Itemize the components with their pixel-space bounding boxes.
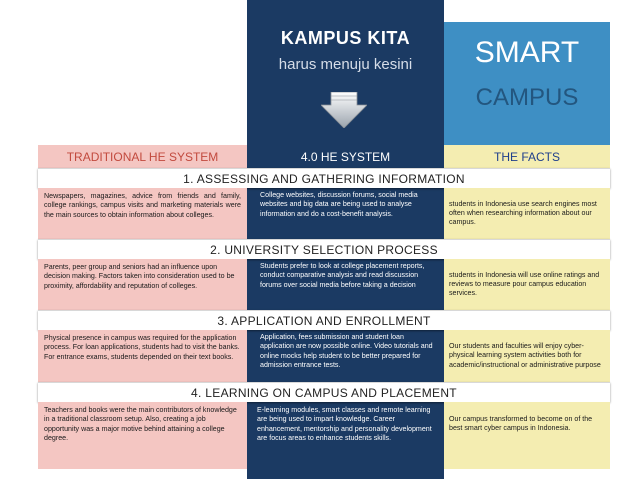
traditional-cell-2: Parents, peer group and seniors had an influence upon decision making. Factors taken into consideration used to be proximity, affordability and reputation of colleges. (38, 259, 247, 310)
modern-cell-4: E-learning modules, smart classes and remote learning are being used to impart knowledge. Career enhancement, mentorship and personality development are focus areas to enhance students skills. (257, 406, 432, 442)
traditional-cell-3: Physical presence in campus was required for the application process. For loan applications, students had to visit the banks. For entrance exams, students depended on their text books. (38, 330, 247, 382)
section-bar-4: 4. LEARNING ON CAMPUS AND PLACEMENT (38, 382, 610, 402)
modern-cell-1: College websites, discussion forums, social media websites and big data are being used to analyse information and do a cost-benefit analysis. (260, 191, 418, 218)
smart-label: SMART (474, 36, 580, 69)
section-bar-3: 3. APPLICATION AND ENROLLMENT (38, 310, 610, 330)
traditional-cell-4: Teachers and books were the main contributors of knowledge in a traditional classroom setup. Also, creating a job opportunity was a major motive behind attaining a college degree. (38, 402, 247, 469)
modern-cell-2: Students prefer to look at college placement reports, conduct comparative analysis and read discussion forums over social media before taking a decision (260, 262, 425, 289)
fact-cell-2: students in Indonesia will use online ratings and reviews to measure pour campus education services. (444, 259, 610, 310)
column-header-facts: THE FACTS (444, 145, 610, 168)
column-header-modern: 4.0 HE SYSTEM (300, 149, 391, 164)
fact-cell-3: Our students and faculties will enjoy cyber-physical learning system activities both for academic/instructional or administrative purpose (444, 330, 610, 382)
down-arrow-icon (321, 92, 367, 128)
modern-cell-3: Application, fees submission and student loan application are now possible online. Video tutorials and online mocks help student to be better prepared for admission entrance tests. (260, 333, 433, 369)
traditional-cell-1: Newspapers, magazines, advice from friends and family, college rankings, campus visits and marketing materials were the main sources to obtain information about colleges. (38, 188, 247, 239)
smart-campus-banner (444, 22, 610, 145)
fact-cell-4: Our campus transformed to become on of the best smart cyber campus in Indonesia. (444, 402, 610, 469)
column-header-traditional: TRADITIONAL HE SYSTEM (38, 145, 247, 168)
section-bar-2: 2. UNIVERSITY SELECTION PROCESS (38, 239, 610, 259)
page-subtitle: harus menuju kesini (278, 56, 413, 73)
section-bar-1: 1. ASSESSING AND GATHERING INFORMATION (38, 168, 610, 188)
page-title: KAMPUS KITA (280, 28, 411, 48)
campus-label: CAMPUS (475, 84, 579, 111)
fact-cell-1: students in Indonesia use search engines most often when researching information about our campus. (444, 188, 610, 239)
